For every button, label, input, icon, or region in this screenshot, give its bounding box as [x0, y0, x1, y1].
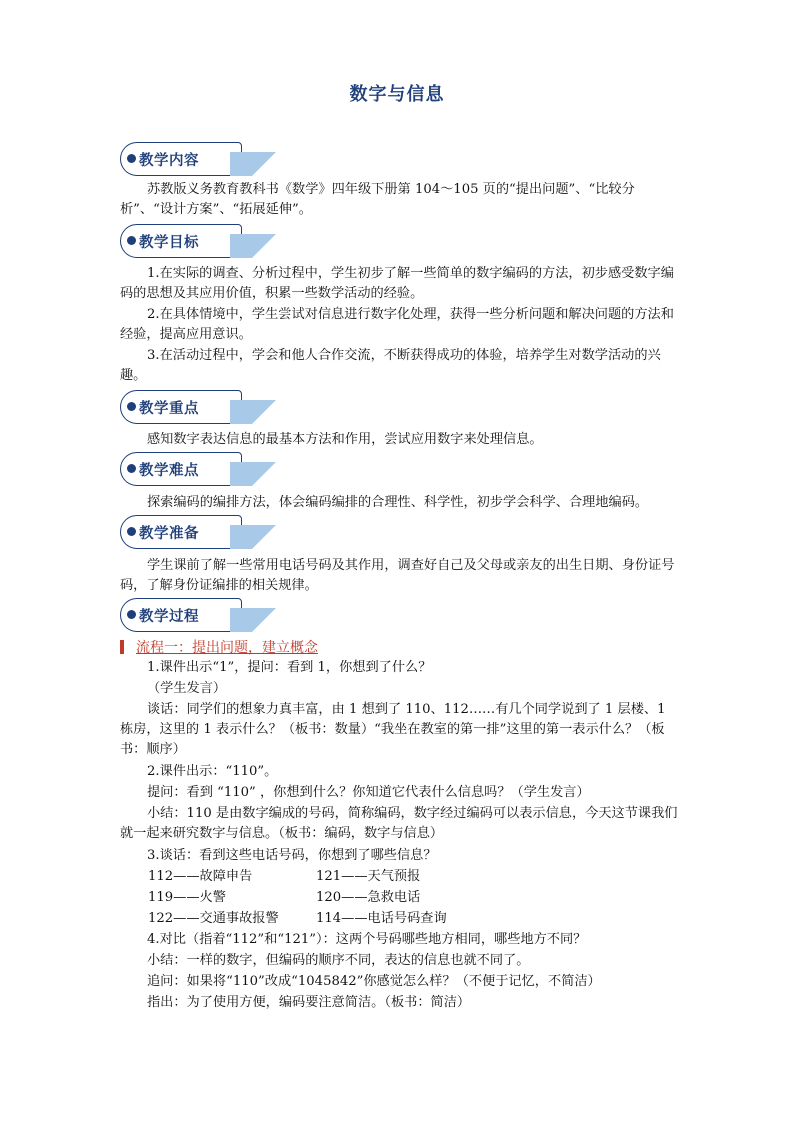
process-line: 提问：看到 “110” ，你想到什么？你知道它代表什么信息吗？（学生发言）: [147, 785, 590, 800]
goal-2: 2.在具体情境中，学生尝试对信息进行数字化处理，获得一些分析问题和解决问题的方法和经验，提高应用意识。: [120, 307, 674, 342]
process-line: 小结：110 是由数字编成的号码，简称编码，数字经过编码可以表示信息，今天这节课我们就一起来研究数字与信息。（板书：编码，数字与信息）: [120, 806, 678, 841]
process-line: 指出：为了使用方便，编码要注意简洁。（板书：简洁）: [147, 995, 471, 1010]
prep-text: 学生课前了解一些常用电话号码及其作用，调查好自己及父母或亲友的出生日期、身份证号码，了解身份证编排的相关规律。: [120, 558, 675, 593]
process-line: 谈话：同学们的想象力真丰富，由 1 想到了 110、112……有几个同学说到了 1 层楼、1 栋房，这里的 1 表示什么？（板书：数量）“我坐在教室的第一排”这里的第一表示什么？（板书：顺序）: [120, 702, 666, 757]
content-text: 苏教版义务教育教科书《数学》四年级下册第 104～105 页的“提出问题”、“比较分析”、“设计方案”、“拓展延伸”。: [120, 182, 635, 217]
flow-heading: 流程一：提出问题，建立概念: [120, 637, 680, 657]
process-line: 小结：一样的数字，但编码的顺序不同，表达的信息也就不同了。: [147, 953, 530, 968]
goal-1: 1.在实际的调查、分析过程中，学生初步了解一些简单的数字编码的方法，初步感受数字编码的思想及其应用价值，积累一些数学活动的经验。: [120, 266, 674, 301]
difficult-text: 探索编码的编排方法，体会编码编排的合理性、科学性，初步学会科学、合理地编码。: [147, 495, 649, 510]
banner-tail-icon: [230, 234, 276, 258]
banner-tail-icon: [230, 400, 276, 424]
bullet-icon: [127, 402, 136, 411]
process-line: 3.谈话：看到这些电话号码，你想到了哪些信息？: [147, 848, 437, 863]
section-header-prep: 教学准备: [120, 515, 280, 553]
key-text: 感知数字表达信息的最基本方法和作用，尝试应用数字来处理信息。: [147, 432, 543, 447]
phone-row: 122——交通事故报警 114——电话号码查询: [148, 911, 447, 926]
section-header-process: 教学过程: [120, 598, 280, 636]
banner-tail-icon: [230, 525, 276, 549]
bullet-icon: [127, 610, 136, 619]
banner-tail-icon: [230, 152, 276, 176]
process-line: （学生发言）: [147, 681, 227, 696]
section-header-difficult: 教学难点: [120, 452, 280, 490]
phone-row: 112——故障申告 121——天气预报: [148, 869, 421, 884]
banner-tail-icon: [230, 462, 276, 486]
bullet-icon: [127, 236, 136, 245]
flow-marker: [120, 640, 124, 654]
process-line: 2.课件出示：“110”。: [147, 764, 278, 779]
section-header-key: 教学重点: [120, 390, 280, 428]
bullet-icon: [127, 527, 136, 536]
banner-tail-icon: [230, 608, 276, 632]
process-line: 追问：如果将“110”改成“1045842”你感觉怎么样？（不便于记忆，不简洁）: [147, 974, 601, 989]
bullet-icon: [127, 464, 136, 473]
process-line: 1.课件出示“1”，提问：看到 1，你想到了什么？: [147, 660, 432, 675]
page-title: 数字与信息: [349, 84, 445, 105]
bullet-icon: [127, 154, 136, 163]
goal-3: 3.在活动过程中，学会和他人合作交流，不断获得成功的体验，培养学生对数学活动的兴趣。: [120, 348, 661, 383]
section-header-goals: 教学目标: [120, 224, 280, 262]
process-line: 4.对比（指着“112”和“121”）：这两个号码哪些地方相同，哪些地方不同？: [147, 932, 587, 947]
section-header-content: 教学内容: [120, 142, 280, 180]
phone-row: 119——火警 120——急救电话: [148, 890, 421, 905]
